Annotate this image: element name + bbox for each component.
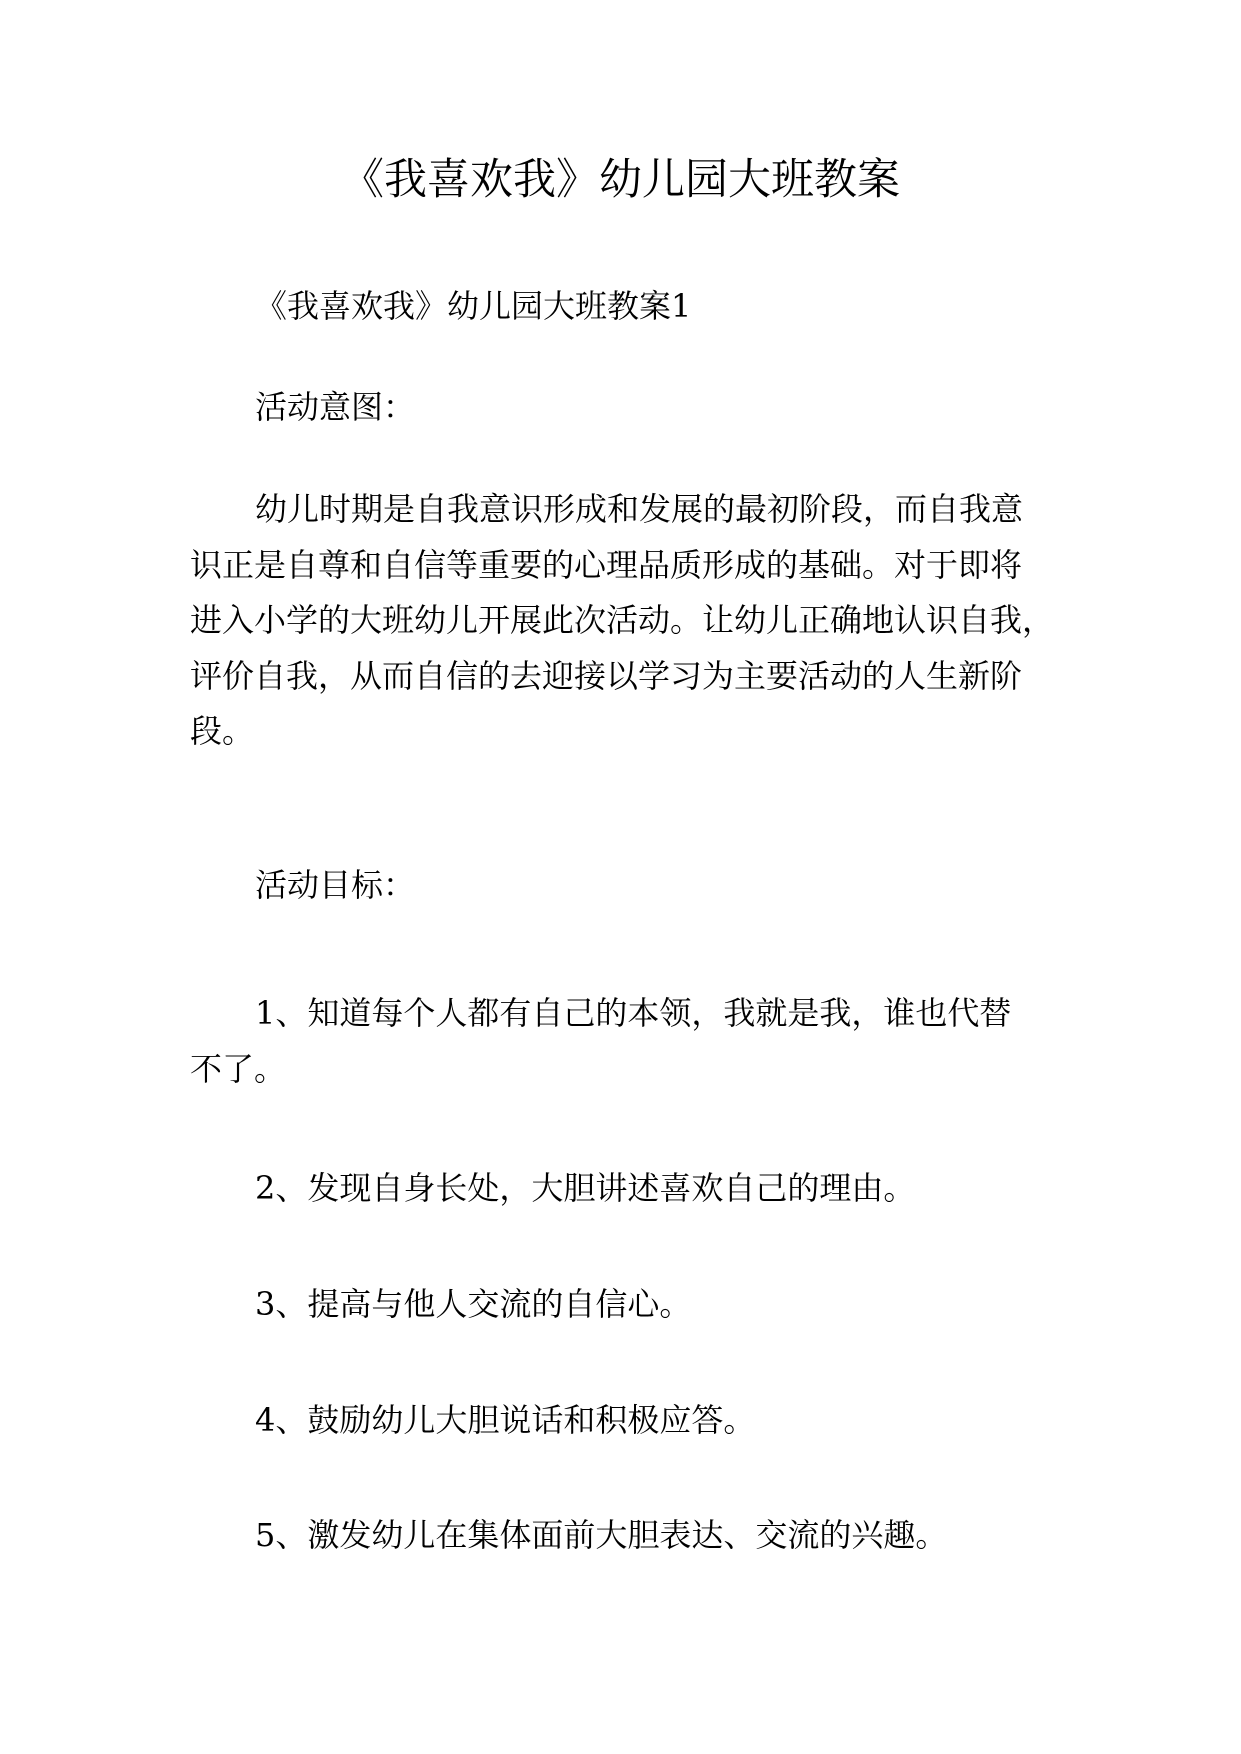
goal-item-1-line: 1、知道每个人都有自己的本领，我就是我，谁也代替 — [255, 994, 1012, 1032]
intent-paragraph-line: 评价自我，从而自信的去迎接以学习为主要活动的人生新阶 — [190, 657, 1023, 695]
goal-item-4: 4、鼓励幼儿大胆说话和积极应答。 — [255, 1401, 756, 1439]
goal-item-3: 3、提高与他人交流的自信心。 — [255, 1285, 692, 1323]
intent-paragraph-line: 幼儿时期是自我意识形成和发展的最初阶段，而自我意 — [255, 490, 1024, 528]
section-subtitle: 《我喜欢我》幼儿园大班教案1 — [255, 287, 692, 325]
intent-paragraph-line: 段。 — [190, 712, 255, 750]
intent-heading: 活动意图： — [255, 388, 416, 426]
goal-item-5: 5、激发幼儿在集体面前大胆表达、交流的兴趣。 — [255, 1516, 948, 1554]
goal-item-1-line: 不了。 — [190, 1050, 287, 1088]
goal-item-2: 2、发现自身长处，大胆讲述喜欢自己的理由。 — [255, 1169, 916, 1207]
page-title: 《我喜欢我》幼儿园大班教案 — [341, 155, 900, 205]
intent-paragraph-line: 进入小学的大班幼儿开展此次活动。让幼儿正确地认识自我， — [190, 601, 1055, 639]
goals-heading: 活动目标： — [255, 866, 416, 904]
intent-paragraph-line: 识正是自尊和自信等重要的心理品质形成的基础。对于即将 — [190, 546, 1023, 584]
